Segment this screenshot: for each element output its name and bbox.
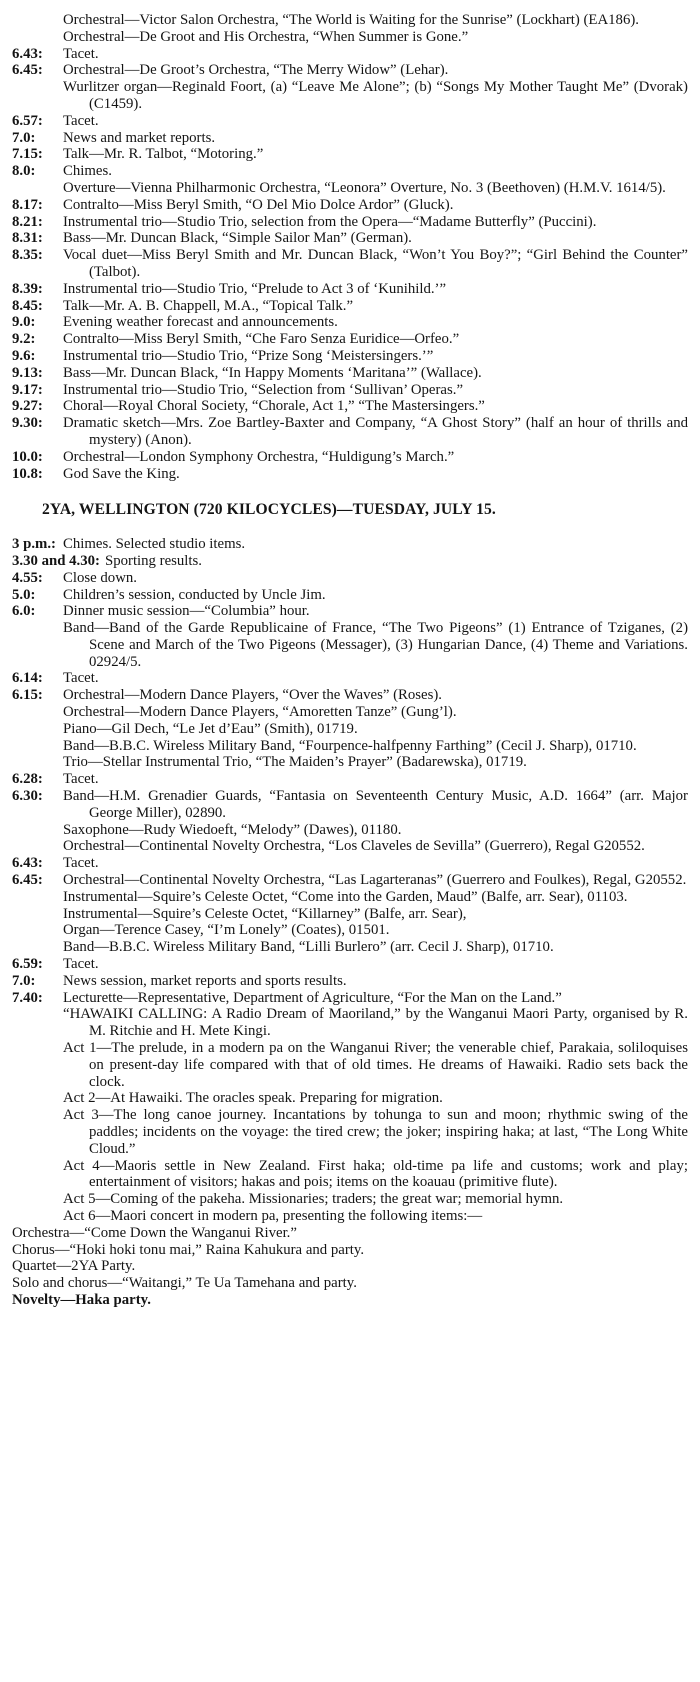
programme-entry (12, 298, 688, 315)
programme-2ya (12, 536, 688, 1309)
time-label: 6.57: (12, 112, 43, 129)
programme-item: Organ—Terence Casey, “I’m Lonely” (Coates), 01501. (63, 922, 390, 939)
programme-item: Instrumental trio—Studio Trio, “Selection from ‘Sullivan’ Operas.” (63, 381, 464, 398)
time-label: 8.17: (12, 196, 43, 213)
programme-item: Orchestral—De Groot and His Orchestra, “When Summer is Gone.” (63, 28, 469, 45)
time-label: 4.55: (12, 569, 43, 586)
programme-entry (12, 365, 688, 382)
time-label: 9.0: (12, 314, 36, 331)
time-label: 6.0: (12, 603, 36, 620)
programme-entry (12, 163, 688, 197)
programme-item: Orchestral—London Symphony Orchestra, “Huldigung’s March.” (63, 448, 455, 465)
programme-entry (12, 62, 688, 112)
programme-item: Band—Band of the Garde Republicaine of France, “The Two Pigeons” (1) Entrance of Tziganes, (2) Scene and March of the Two Pigeons (Messager), (3) Hungarian Dance, (4) Theme and Variations. 02924/5. (63, 620, 688, 670)
programme-item: Tacet. (63, 771, 99, 788)
concert-item: Chorus—“Hoki hoki tonu mai,” Raina Kahukura and party. (12, 1241, 365, 1258)
time-label: 9.17: (12, 381, 43, 398)
time-label: 9.6: (12, 347, 36, 364)
programme-entry (12, 872, 688, 956)
programme-entry (12, 973, 688, 990)
programme-item: Instrumental trio—Studio Trio, “Prize Song ‘Meistersingers.’” (63, 347, 434, 364)
programme-item: Trio—Stellar Instrumental Trio, “The Maiden’s Prayer” (Badarewska), 01719. (63, 754, 527, 771)
programme-entry (12, 113, 688, 130)
programme-entry (12, 382, 688, 399)
programme-entry (12, 587, 688, 604)
programme-item: Bass—Mr. Duncan Black, “Simple Sailor Man” (German). (63, 230, 412, 247)
programme-entry (12, 466, 688, 483)
programme-item: Overture—Vienna Philharmonic Orchestra, “Leonora” Overture, No. 3 (Beethoven) (H.M.V. 1614/5). (63, 179, 666, 196)
time-label: 8.45: (12, 297, 43, 314)
time-label: 8.31: (12, 230, 43, 247)
concert-item: Quartet—2YA Party. (12, 1258, 136, 1275)
programme-item: Saxophone—Rudy Wiedoeft, “Melody” (Dawes), 01180. (63, 821, 402, 838)
programme-item: Choral—Royal Choral Society, “Chorale, Act 1,” “The Mastersingers.” (63, 398, 485, 415)
programme-item: News and market reports. (63, 129, 216, 146)
programme-entry (12, 214, 688, 231)
programme-item: Instrumental—Squire’s Celeste Octet, “Killarney” (Balfe, arr. Sear), (63, 905, 467, 922)
programme-item: Tacet. (63, 956, 99, 973)
programme-item: Act 1—The prelude, in a modern pa on the Wanganui River; the venerable chief, Parakaia, soliloquises on present-day life compared with that of old times. He dreams of Hawaiki. Radio sets back the clock. (63, 1040, 688, 1090)
programme-item: Tacet. (63, 45, 99, 62)
concert-item: Solo and chorus—“Waitangi,” Te Ua Tamehana and party. (12, 1275, 357, 1292)
programme-entry (12, 855, 688, 872)
programme-item: Act 5—Coming of the pakeha. Missionaries; traders; the great war; memorial hymn. (63, 1191, 564, 1208)
programme-item: Orchestral—Modern Dance Players, “Over the Waves” (Roses). (63, 687, 443, 704)
programme-item: Instrumental trio—Studio Trio, “Prelude to Act 3 of ‘Kunihild.’” (63, 280, 447, 297)
programme-item: Vocal duet—Miss Beryl Smith and Mr. Duncan Black, “Won’t You Boy?”; “Girl Behind the Counter” (Talbot). (63, 247, 688, 280)
concert-item: Novelty—Haka party. (12, 1291, 151, 1308)
programme-item: Evening weather forecast and announcements. (63, 314, 338, 331)
programme-entry (12, 788, 688, 855)
programme-item: Act 2—At Hawaiki. The oracles speak. Preparing for migration. (63, 1090, 443, 1107)
programme-item: Sporting results. (104, 552, 202, 569)
programme-item: Bass—Mr. Duncan Black, “In Happy Moments ‘Maritana’” (Wallace). (63, 364, 482, 381)
time-label: 6.15: (12, 687, 43, 704)
programme-entry (12, 247, 688, 281)
programme-item: Wurlitzer organ—Reginald Foort, (a) “Leave Me Alone”; (b) “Songs My Mother Taught Me” (Dvorak) (C1459). (63, 79, 688, 112)
programme-item: Contralto—Miss Beryl Smith, “Che Faro Senza Euridice—Orfeo.” (63, 331, 460, 348)
programme-entry (12, 553, 688, 570)
programme-item: Dramatic sketch—Mrs. Zoe Bartley-Baxter and Company, “A Ghost Story” (half an hour of thrills and mystery) (Anon). (63, 415, 688, 448)
time-label: 9.27: (12, 398, 43, 415)
programme-item: Talk—Mr. R. Talbot, “Motoring.” (63, 146, 264, 163)
programme-entry (12, 570, 688, 587)
time-label: 6.43: (12, 855, 43, 872)
programme-entry (12, 12, 688, 46)
programme-item: God Save the King. (63, 465, 180, 482)
programme-item: Band—B.B.C. Wireless Military Band, “Fourpence-halfpenny Farthing” (Cecil J. Sharp), 01710. (63, 737, 637, 754)
time-label: 9.13: (12, 364, 43, 381)
programme-entry (12, 536, 688, 553)
programme-item: Dinner music session—“Columbia” hour. (63, 603, 310, 620)
programme-item: Piano—Gil Dech, “Le Jet d’Eau” (Smith), 01719. (63, 720, 358, 737)
programme-item: Chimes. Selected studio items. (63, 536, 246, 553)
time-label: 9.30: (12, 415, 43, 432)
programme-item: Talk—Mr. A. B. Chappell, M.A., “Topical Talk.” (63, 297, 354, 314)
time-label: 6.45: (12, 872, 43, 889)
time-label: 8.21: (12, 213, 43, 230)
station-header: 2YA, WELLINGTON (720 KILOCYCLES)—TUESDAY, JULY 15. (42, 501, 496, 519)
programme-item: Act 3—The long canoe journey. Incantations by tohunga to sun and moon; rhythmic swing of the paddles; incidents on the voyage: the tired crew; the joker; inspiring haka; at last, “The Long White Cloud.” (63, 1107, 688, 1157)
programme-entry (12, 687, 688, 771)
time-label: 7.0: (12, 972, 36, 989)
programme-item: Orchestral—Continental Novelty Orchestra, “Los Claveles de Sevilla” (Guerrero), Regal G20552. (63, 838, 645, 855)
time-label: 8.35: (12, 247, 43, 264)
programme-entry (12, 197, 688, 214)
time-label: 7.15: (12, 146, 43, 163)
programme-entry (12, 146, 688, 163)
programme-item: Close down. (63, 569, 137, 586)
programme-item: Band—H.M. Grenadier Guards, “Fantasia on Seventeenth Century Music, A.D. 1664” (arr. Major George Miller), 02890. (63, 788, 688, 821)
time-label: 7.0: (12, 129, 36, 146)
programme-entry (12, 46, 688, 63)
programme-entry (12, 990, 688, 1225)
programme-item: Band—B.B.C. Wireless Military Band, “Lilli Burlero” (arr. Cecil J. Sharp), 01710. (63, 939, 554, 956)
concert-item: Orchestra—“Come Down the Wanganui River.” (12, 1224, 297, 1241)
programme-item: Act 4—Maoris settle in New Zealand. First haka; old-time pa life and customs; work and play; entertainment of visitors; hakas and pois; items on the koauau (primitive flute). (63, 1157, 688, 1191)
programme-item: Instrumental—Squire’s Celeste Octet, “Come into the Garden, Maud” (Balfe, arr. Sear), 01103. (63, 888, 628, 905)
time-label: 7.40: (12, 989, 43, 1006)
programme-entry (12, 331, 688, 348)
time-label: 6.14: (12, 670, 43, 687)
time-label: 3 p.m.: (12, 536, 56, 553)
programme-continued (12, 12, 688, 482)
programme-item: Tacet. (63, 112, 99, 129)
time-label: 6.45: (12, 62, 43, 79)
programme-item: Chimes. (63, 163, 112, 180)
programme-item: Tacet. (63, 670, 99, 687)
time-label: 6.28: (12, 771, 43, 788)
programme-entry (12, 230, 688, 247)
programme-item: Children’s session, conducted by Uncle Jim. (63, 586, 326, 603)
time-label: 10.8: (12, 465, 43, 482)
programme-entry (12, 281, 688, 298)
time-label: 6.59: (12, 956, 43, 973)
programme-entry (12, 603, 688, 670)
programme-entry (12, 956, 688, 973)
time-label: 8.0: (12, 163, 36, 180)
programme-item: Orchestral—Continental Novelty Orchestra, “Las Lagarteranas” (Guerrero and Foulkes), Regal, G20552. (63, 872, 687, 889)
time-label: 6.43: (12, 45, 43, 62)
programme-item: Lecturette—Representative, Department of Agriculture, “For the Man on the Land.” (63, 989, 562, 1006)
programme-item: “HAWAIKI CALLING: A Radio Dream of Maoriland,” by the Wanganui Maori Party, organised by R. M. Ritchie and H. Mete Kingi. (63, 1006, 688, 1040)
programme-item: Orchestral—Victor Salon Orchestra, “The World is Waiting for the Sunrise” (Lockhart) (EA186). (63, 12, 639, 28)
programme-entry (12, 348, 688, 365)
programme-item: Tacet. (63, 855, 99, 872)
programme-entry (12, 415, 688, 449)
programme-entry (12, 314, 688, 331)
programme-entry (12, 130, 688, 147)
programme-item: Contralto—Miss Beryl Smith, “O Del Mio Dolce Ardor” (Gluck). (63, 196, 454, 213)
concert-items (12, 1225, 688, 1309)
programme-entry (12, 771, 688, 788)
programme-entry (12, 449, 688, 466)
time-label: 3.30 and 4.30: (12, 552, 100, 569)
programme-item: Instrumental trio—Studio Trio, selection from the Opera—“Madame Butterfly” (Puccini). (63, 213, 597, 230)
programme-entry (12, 670, 688, 687)
programme-entry (12, 398, 688, 415)
time-label: 8.39: (12, 280, 43, 297)
programme-item: News session, market reports and sports results. (63, 972, 347, 989)
programme-item: Orchestral—De Groot’s Orchestra, “The Merry Widow” (Lehar). (63, 62, 449, 79)
programme-item: Orchestral—Modern Dance Players, “Amoretten Tanze” (Gung’l). (63, 704, 457, 721)
time-label: 5.0: (12, 586, 36, 603)
time-label: 9.2: (12, 331, 36, 348)
time-label: 10.0: (12, 448, 43, 465)
programme-item: Act 6—Maori concert in modern pa, presenting the following items:— (63, 1207, 483, 1224)
time-label: 6.30: (12, 788, 43, 805)
